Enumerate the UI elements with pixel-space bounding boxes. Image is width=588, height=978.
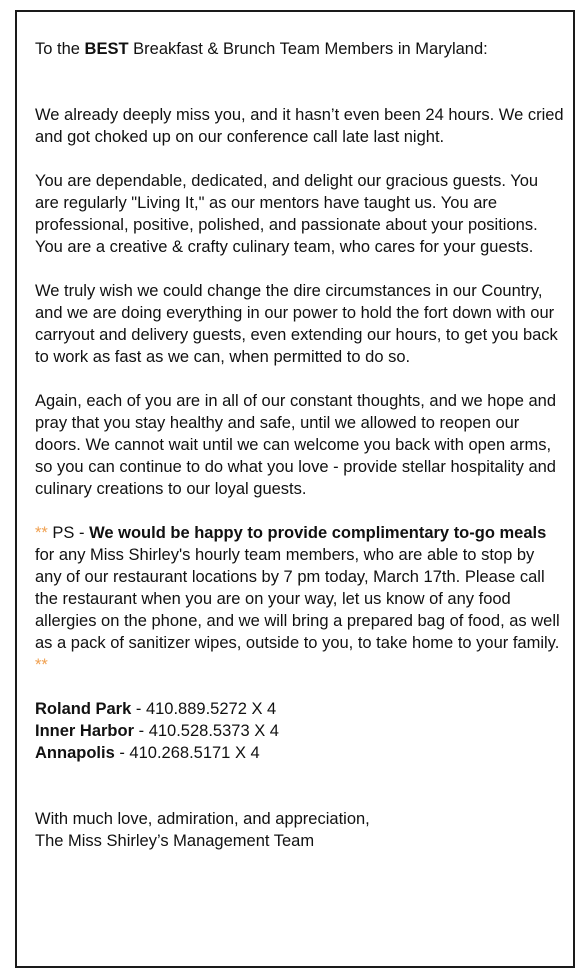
paragraph-miss-you: We already deeply miss you, and it hasn’t even been 24 hours. We cried and got choked up on our conference call late last night. xyxy=(35,106,564,146)
closing-line: With much love, admiration, and appreciation, xyxy=(35,810,370,828)
location-phone: - 410.889.5272 X 4 xyxy=(131,700,277,718)
paragraph-dependable: You are dependable, dedicated, and delight our gracious guests. You are regularly "Living It," as our mentors have taught us. You are professional, positive, polished, and passionate about your positions. You are a creative & crafty culinary team, who cares for your guests. xyxy=(35,172,539,256)
ps-paragraph xyxy=(35,522,565,676)
letter-body xyxy=(35,38,565,852)
paragraph-circumstances: We truly wish we could change the dire circumstances in our Country, and we are doing everything in our power to hold the fort down with our carryout and delivery guests, even extending our hours, to get you back to work as fast as we can, when permitted to do so. xyxy=(35,282,558,366)
location-phone: - 410.528.5373 X 4 xyxy=(134,722,279,740)
greeting-line xyxy=(35,38,565,60)
greeting-suffix: Breakfast & Brunch Team Members in Maryland: xyxy=(128,40,488,58)
location-name: Annapolis xyxy=(35,744,115,762)
location-roland-park xyxy=(35,698,565,720)
location-name: Inner Harbor xyxy=(35,722,135,740)
ps-text: for any Miss Shirley's hourly team members, who are able to stop by any of our restaurant locations by 7 pm today, March 17th. Please call the restaurant when you are on your way, let us know of any food allergies on the phone, and we will bring a prepared bag of food, as well as a pack of sanitizer wipes, outside to you, to take home to your family. xyxy=(35,546,560,652)
location-name: Roland Park xyxy=(35,700,132,718)
paragraph-thoughts: Again, each of you are in all of our constant thoughts, and we hope and pray that you stay healthy and safe, until we allowed to reopen our doors. We cannot wait until we can welcome you back with open arms, so you can continue to do what you love - provide stellar hospitality and culinary creations to our loyal guests. xyxy=(35,392,557,498)
signature-line: The Miss Shirley’s Management Team xyxy=(35,832,315,850)
location-phone: - 410.268.5171 X 4 xyxy=(114,744,260,762)
location-annapolis xyxy=(35,742,565,764)
ps-stars-start: ** xyxy=(35,524,48,542)
ps-label: PS - xyxy=(47,524,90,542)
ps-bold: We would be happy to provide complimentary to-go meals xyxy=(89,524,547,542)
greeting-bold: BEST xyxy=(84,40,129,58)
greeting-prefix: To the xyxy=(35,40,85,58)
ps-stars-end: ** xyxy=(35,656,48,674)
location-inner-harbor xyxy=(35,720,565,742)
